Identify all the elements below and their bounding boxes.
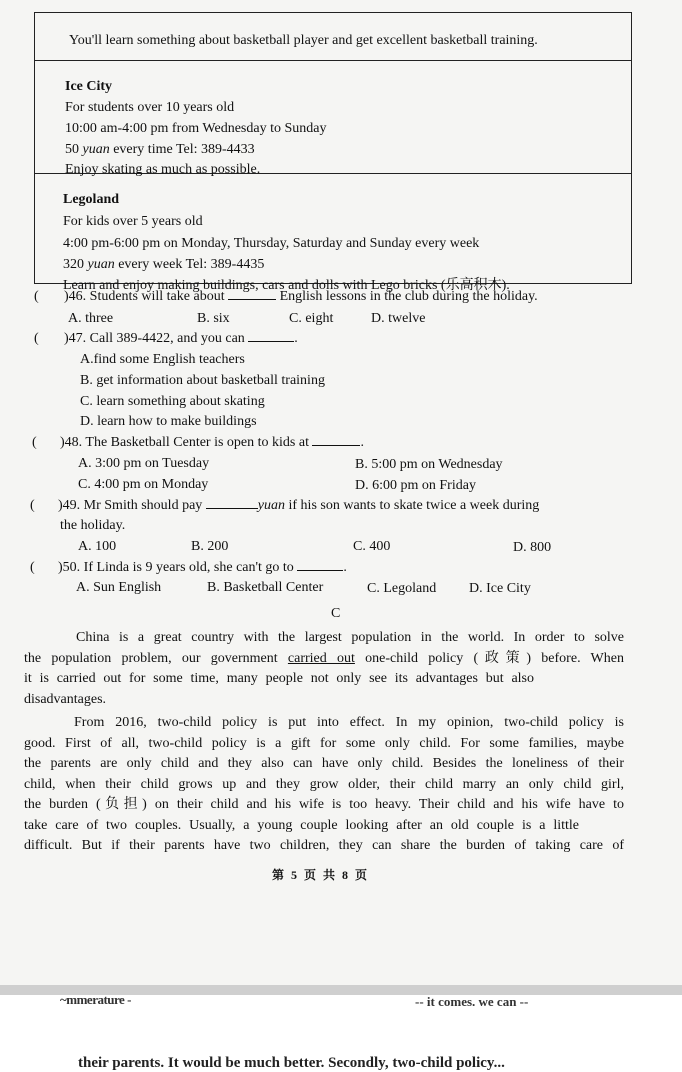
ice-city-note: Enjoy skating as much as possible. [65,162,261,177]
q49-blank[interactable] [206,508,258,509]
q48-blank[interactable] [312,445,360,446]
passage-paragraph-2 [24,713,624,857]
section-c-label: C [331,606,341,621]
q50-option-d[interactable]: D. Ice City [469,581,531,596]
legoland-title: Legoland [63,192,120,207]
q47-paren: ( [34,331,39,346]
fragment-bottom: their parents. It would be much better. Secondly, two-child policy... [78,1055,505,1071]
p2-line-5: the burden (负担) on their child and his wife is too heavy. Their child and his wife have to [24,797,624,812]
ice-city-price: 50 yuan every time Tel: 389-4433 [65,142,255,157]
q49-option-c[interactable]: C. 400 [353,539,391,554]
q49-stem: )49. Mr Smith should pay yuan if his son wants to skate twice a week during [58,498,540,513]
q49-option-d[interactable]: D. 800 [513,540,552,555]
q48-option-d[interactable]: D. 6:00 pm on Friday [355,478,476,493]
p1-line-4: disadvantages. [24,691,107,707]
q46-option-a[interactable]: A. three [68,311,114,326]
advertisement-box [34,12,632,293]
q50-stem: )50. If Linda is 9 years old, she can't go to . [58,560,347,575]
ice-city-section [35,61,631,177]
q49-option-a[interactable]: A. 100 [78,539,117,554]
q46-option-d[interactable]: D. twelve [371,311,426,326]
p2-line-7: difficult. But if their parents have two children, they can share the burden of taking care of [24,838,624,853]
q46-paren: ( [34,289,39,304]
basketball-center-section [35,13,631,61]
fragment-top-left: ~mmerature - [60,992,131,1007]
p1-line-2: the population problem, our government carried out one-child policy (政策) before. When [24,650,624,666]
carried-out-underlined: carried out [287,650,355,666]
legoland-hours: 4:00 pm-6:00 pm on Monday, Thursday, Saturday and Sunday every week [63,236,480,251]
p2-line-1: From 2016, two-child policy is put into effect. In my opinion, two-child policy is [74,715,624,730]
legoland-note: Learn and enjoy making buildings, cars and dolls with Lego bricks (乐高积木). [63,278,510,293]
q46-blank[interactable] [228,299,276,300]
p2-line-4: child, when their child grows up and they grow older, their child marry an only child girl, [24,776,624,792]
legoland-price: 320 yuan every week Tel: 389-4435 [63,257,265,272]
q50-option-a[interactable]: A. Sun English [76,580,162,595]
q47-option-d[interactable]: D. learn how to make buildings [80,414,257,429]
p1-line-1: China is a great country with the largest population in the world. In order to solve [76,630,624,645]
ice-city-title: Ice City [65,79,113,94]
legoland-section [35,175,631,293]
q47-option-a[interactable]: A.find some English teachers [80,352,245,367]
p2-line-3: the parents are only child and they also can have only child. Besides the loneliness of their [24,756,624,771]
q47-option-b[interactable]: B. get information about basketball training [80,373,325,388]
q46-option-c[interactable]: C. eight [289,311,334,326]
basketball-center-text: You'll learn something about basketball player and get excellent basketball training. [69,33,538,48]
q49-stem-cont: the holiday. [60,518,126,533]
p2-line-2: good. First of all, two-child policy is a gift for some only child. For some families, maybe [24,735,624,751]
q46-stem: )46. Students will take about English lessons in the club during the holiday. [64,289,538,304]
q50-paren: ( [30,560,35,575]
q47-option-c[interactable]: C. learn something about skating [80,394,265,409]
q47-blank[interactable] [248,341,294,342]
q49-paren: ( [30,498,35,513]
q50-option-b[interactable]: B. Basketball Center [207,580,324,595]
q48-option-a[interactable]: A. 3:00 pm on Tuesday [78,456,210,471]
p1-line-3: it is carried out for some time, many people not only see its advantages but also [24,671,534,686]
q47-stem: )47. Call 389-4422, and you can . [64,331,298,346]
q50-option-c[interactable]: C. Legoland [367,581,437,596]
q46-option-b[interactable]: B. six [197,311,230,326]
q48-stem: )48. The Basketball Center is open to kids at . [60,435,364,450]
ice-city-age: For students over 10 years old [65,100,235,115]
q50-blank[interactable] [297,570,343,571]
q48-option-b[interactable]: B. 5:00 pm on Wednesday [355,457,503,472]
fragment-top-right: -- it comes. we can -- [415,994,529,1009]
q49-option-b[interactable]: B. 200 [191,539,229,554]
q48-option-c[interactable]: C. 4:00 pm on Monday [78,477,209,492]
legoland-age: For kids over 5 years old [63,214,203,229]
p2-line-6: take care of two couples. Usually, a young couple looking after an old couple is a little [24,817,579,833]
passage-paragraph-1 [24,628,624,710]
page-footer: 第 5 页 共 8 页 [272,868,370,882]
ice-city-hours: 10:00 am-4:00 pm from Wednesday to Sunday [65,121,327,136]
q48-paren: ( [32,435,37,450]
